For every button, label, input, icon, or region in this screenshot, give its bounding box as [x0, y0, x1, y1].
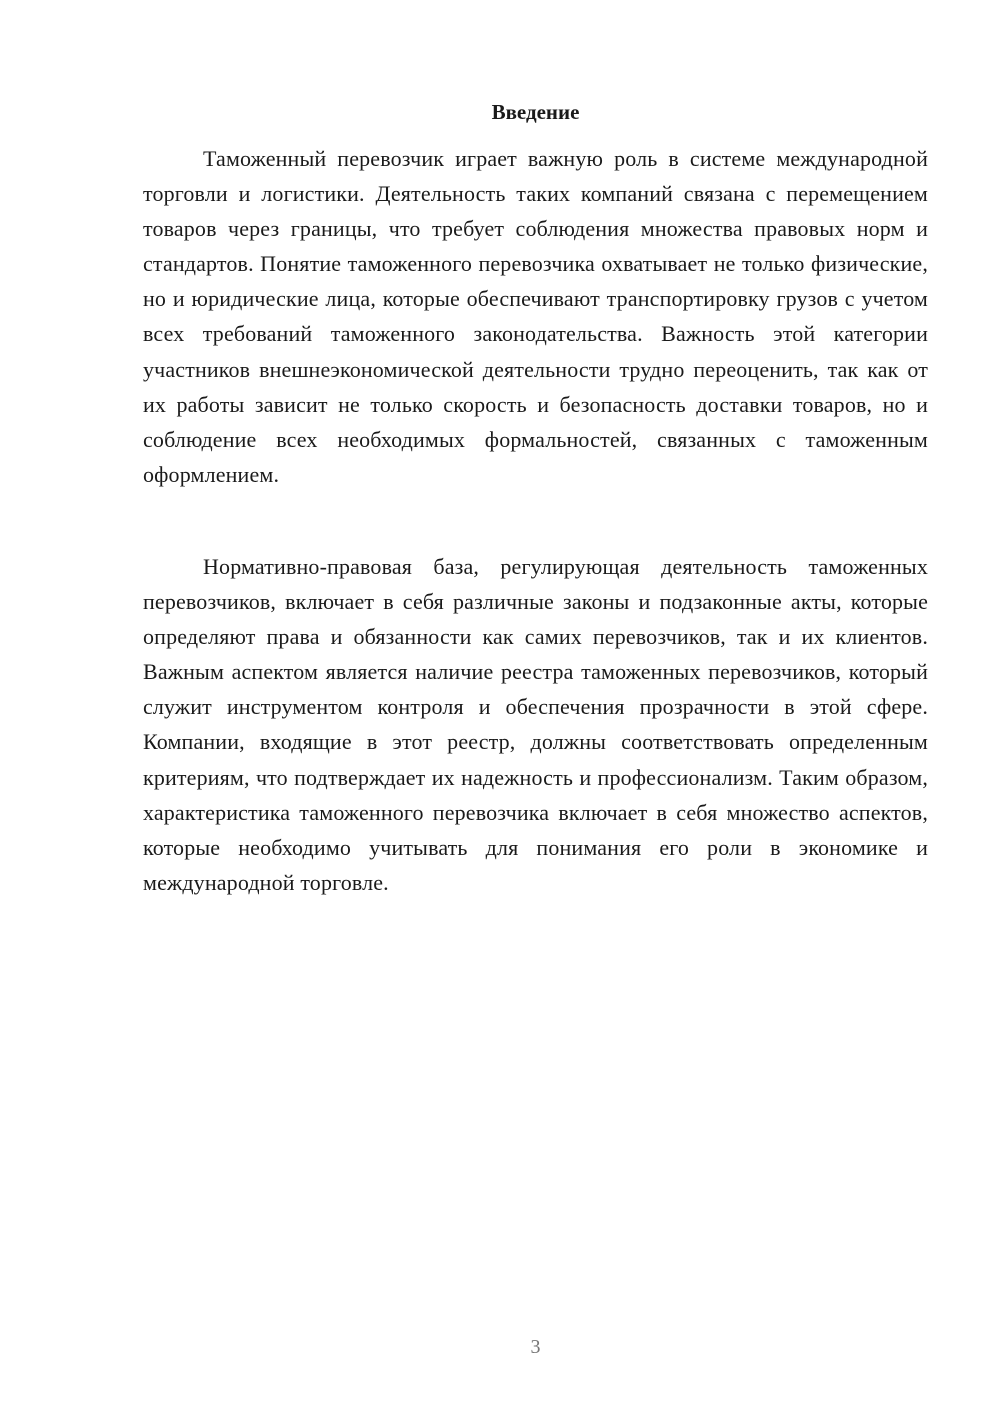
page-number: 3	[530, 1336, 541, 1358]
body-paragraph-2: Нормативно-правовая база, регулирующая деятельность таможенных перевозчиков, включает в себя различные законы и подзаконные акты, которые определяют права и обязанности как самих перевозчиков, так и их клиентов. Важным аспектом является наличие реестра таможенных перевозчиков, который служит инструментом контроля и обеспечения прозрачности в этой сфере. Компании, входящие в этот реестр, должны соответствовать определенным критериям, что подтверждает их надежность и профессионализм. Таким образом, характеристика таможенного перевозчика включает в себя множество аспектов, которые необходимо учитывать для понимания его роли в экономике и международной торговле.	[143, 554, 928, 895]
section-heading: Введение	[491, 100, 580, 124]
body-paragraph-1: Таможенный перевозчик играет важную роль в системе международной торговли и логистики. Деятельность таких компаний связана с перемещением товаров через границы, что требует соблюдения множества правовых норм и стандартов. Понятие таможенного перевозчика охватывает не только физические, но и юридические лица, которые обеспечивают транспортировку грузов с учетом всех требований таможенного законодательства. Важность этой категории участников внешнеэкономической деятельности трудно переоценить, так как от их работы зависит не только скорость и безопасность доставки товаров, но и соблюдение всех необходимых формальностей, связанных с таможенным оформлением.	[143, 146, 928, 487]
